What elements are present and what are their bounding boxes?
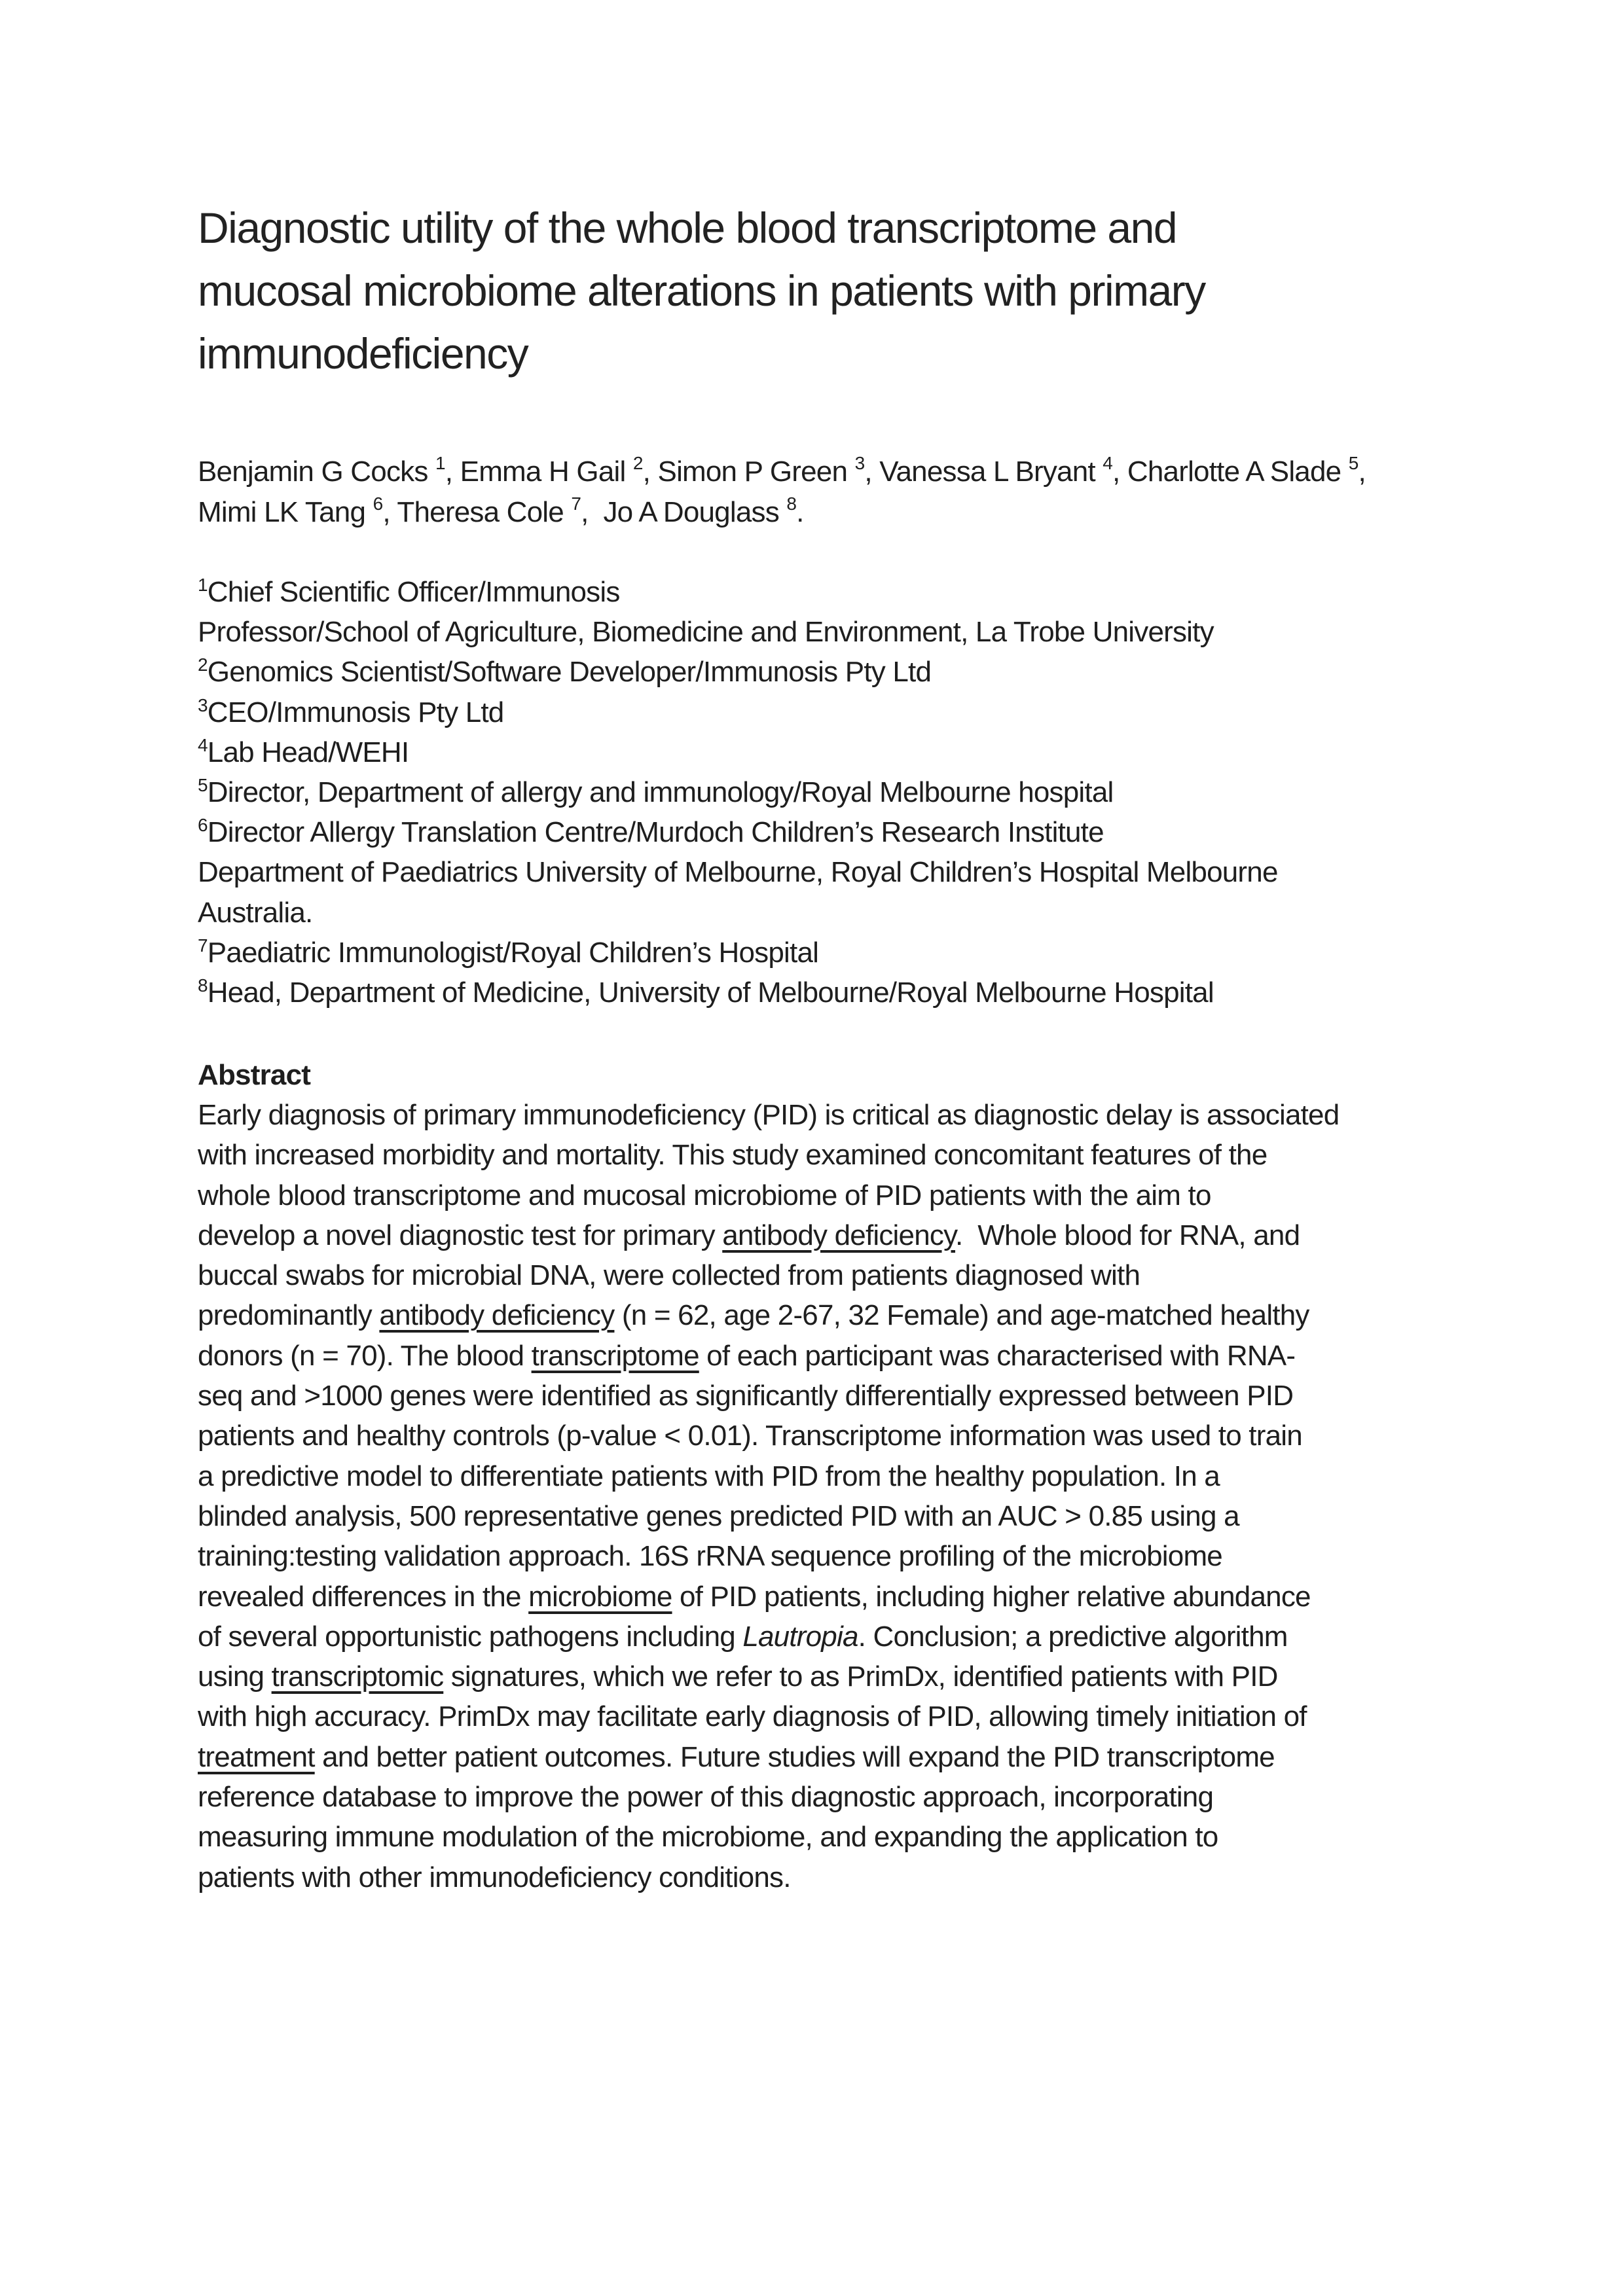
abstract-text: predominantly [198, 1299, 380, 1332]
affiliation-number: 1 [198, 575, 208, 595]
author-name: Simon P Green [657, 456, 848, 488]
abstract-line [198, 1657, 1481, 1696]
abstract-line [198, 1696, 1481, 1736]
abstract-line [198, 1737, 1481, 1777]
affiliation-line [198, 973, 1474, 1013]
affiliation-line [198, 852, 1474, 892]
abstract-text: signatures, which we refer to as PrimDx, identified patients with PID [443, 1660, 1278, 1693]
abstract-line [198, 1175, 1481, 1215]
abstract-line [198, 1456, 1481, 1496]
abstract-text: reference database to improve the power of this diagnostic approach, incorporating [198, 1781, 1214, 1814]
affiliation-marker: 7 [571, 493, 581, 514]
abstract-line [198, 1416, 1481, 1456]
affiliation-number: 6 [198, 815, 208, 836]
affiliation-text: Professor/School of Agriculture, Biomedicine and Environment, La Trobe University [198, 616, 1214, 649]
hyperlink-term[interactable]: antibody deficiency [722, 1219, 956, 1251]
affiliation-text: Director, Department of allergy and immunology/Royal Melbourne hospital [207, 776, 1114, 809]
affiliation-line [198, 772, 1474, 812]
abstract-text: blinded analysis, 500 representative genes predicted PID with an AUC > 0.85 using a [198, 1499, 1239, 1532]
abstract-text: patients and healthy controls (p-value < 0.01). Transcriptome information was used to train [198, 1420, 1302, 1452]
abstract-line [198, 1617, 1481, 1657]
abstract-line [198, 1095, 1481, 1135]
abstract-line [198, 1496, 1481, 1536]
affiliation-line [198, 692, 1474, 732]
abstract-line [198, 1536, 1481, 1576]
abstract-text: and better patient outcomes. Future studies will expand the PID transcriptome [314, 1740, 1275, 1773]
affiliation-marker: 8 [786, 493, 797, 514]
abstract-line [198, 1336, 1481, 1376]
affiliation-text: Lab Head/WEHI [207, 736, 409, 768]
author-name: Theresa Cole [397, 496, 564, 528]
abstract-text: training:testing validation approach. 16S rRNA sequence profiling of the microbiome [198, 1540, 1222, 1573]
hyperlink-term[interactable]: antibody deficiency [379, 1299, 615, 1332]
author-line: Benjamin G Cocks $^1$, Emma H Gail $^2$, Simon P Green $^3$, Vanessa L Bryant $^4$, Charlotte A Slade $^5$, [198, 453, 1366, 488]
affiliation-line [198, 933, 1474, 973]
affiliation-marker: 4 [1103, 453, 1113, 473]
affiliation-text: Department of Paediatrics University of Melbourne, Royal Children’s Hospital Melbourne [198, 856, 1278, 889]
affiliation-marker: 5 [1348, 453, 1359, 473]
abstract-body [198, 1095, 1481, 1897]
abstract-text: revealed differences in the [198, 1580, 529, 1613]
abstract-text: with increased morbidity and mortality. This study examined concomitant features of the [198, 1139, 1267, 1172]
affiliation-number: 4 [198, 734, 208, 755]
abstract-line [198, 1857, 1481, 1897]
author-name: Jo A Douglass [603, 496, 779, 528]
abstract-text: develop a novel diagnostic test for primary [198, 1219, 723, 1251]
abstract-text: . Conclusion; a predictive algorithm [858, 1620, 1288, 1653]
abstract-line [198, 1777, 1481, 1817]
affiliation-number: 7 [198, 935, 208, 956]
abstract-text: measuring immune modulation of the microbiome, and expanding the application to [198, 1821, 1218, 1854]
affiliation-text: Paediatric Immunologist/Royal Children’s Hospital [207, 936, 819, 969]
affiliation-text: Chief Scientific Officer/Immunosis [207, 576, 620, 608]
affiliation-list [198, 572, 1474, 1013]
affiliation-line [198, 812, 1474, 852]
affiliation-line [198, 732, 1474, 772]
author-name: Mimi LK Tang [198, 496, 366, 528]
abstract-heading: Abstract [198, 1059, 311, 1091]
abstract-text: . Whole blood for RNA, and [955, 1219, 1300, 1251]
abstract-text: of each participant was characterised with RNA- [699, 1339, 1296, 1372]
affiliation-number: 3 [198, 694, 208, 715]
abstract-text: of several opportunistic pathogens including [198, 1620, 743, 1653]
affiliation-marker: 1 [435, 453, 445, 473]
author-list [198, 452, 1474, 533]
abstract-text: seq and >1000 genes were identified as significantly differentially expressed between PID [198, 1380, 1294, 1412]
abstract-text: of PID patients, including higher relative abundance [672, 1580, 1311, 1613]
affiliation-text: CEO/Immunosis Pty Ltd [207, 696, 504, 728]
affiliation-number: 5 [198, 775, 208, 796]
affiliation-text: Director Allergy Translation Centre/Murdoch Children’s Research Institute [207, 816, 1104, 849]
italic-term: Lautropia [742, 1620, 858, 1653]
hyperlink-term[interactable]: transcriptome [531, 1339, 699, 1372]
abstract-text: patients with other immunodeficiency conditions. [198, 1861, 791, 1893]
hyperlink-term[interactable]: transcriptomic [271, 1660, 444, 1693]
affiliation-text: Australia. [198, 896, 313, 929]
author-name: Charlotte A Slade [1127, 456, 1341, 488]
title-line: mucosal microbiome alterations in patients with primary [198, 266, 1205, 315]
affiliation-line [198, 893, 1474, 933]
affiliation-number: 8 [198, 975, 208, 996]
author-name: Vanessa L Bryant [879, 456, 1095, 488]
affiliation-marker: 3 [854, 453, 865, 473]
affiliation-number: 2 [198, 655, 208, 675]
abstract-text: donors (n = 70). The blood [198, 1339, 532, 1372]
title-line: Diagnostic utility of the whole blood transcriptome and [198, 204, 1177, 252]
affiliation-text: Genomics Scientist/Software Developer/Immunosis Pty Ltd [207, 656, 932, 689]
hyperlink-term[interactable]: treatment [198, 1740, 315, 1773]
abstract-line [198, 1215, 1481, 1255]
affiliation-text: Head, Department of Medicine, University of Melbourne/Royal Melbourne Hospital [207, 977, 1214, 1009]
abstract-text: with high accuracy. PrimDx may facilitate early diagnosis of PID, allowing timely initiation of [198, 1700, 1307, 1733]
title-line: immunodeficiency [198, 329, 528, 378]
abstract-line [198, 1255, 1481, 1295]
abstract-line [198, 1295, 1481, 1335]
hyperlink-term[interactable]: microbiome [528, 1580, 672, 1613]
abstract-text: Early diagnosis of primary immunodeficiency (PID) is critical as diagnostic delay is associated [198, 1099, 1340, 1131]
abstract-line [198, 1376, 1481, 1416]
abstract-text: using [198, 1660, 272, 1693]
abstract-text: (n = 62, age 2-67, 32 Female) and age-matched healthy [614, 1299, 1309, 1332]
author-line: Mimi LK Tang $^6$, Theresa Cole $^7$, Jo A Douglass $^8$. [198, 493, 804, 528]
affiliation-line [198, 652, 1474, 692]
author-name: Benjamin G Cocks [198, 456, 428, 488]
affiliation-line [198, 572, 1474, 612]
abstract-text: a predictive model to differentiate patients with PID from the healthy population. In a [198, 1460, 1220, 1492]
paper-title [198, 196, 1474, 385]
affiliation-line [198, 612, 1474, 652]
abstract-line [198, 1817, 1481, 1857]
abstract-line [198, 1577, 1481, 1617]
abstract-text: whole blood transcriptome and mucosal microbiome of PID patients with the aim to [198, 1179, 1211, 1211]
affiliation-marker: 2 [632, 453, 643, 473]
abstract-line [198, 1135, 1481, 1175]
author-name: Emma H Gail [460, 456, 626, 488]
abstract-text: buccal swabs for microbial DNA, were collected from patients diagnosed with [198, 1259, 1140, 1292]
affiliation-marker: 6 [373, 493, 383, 514]
